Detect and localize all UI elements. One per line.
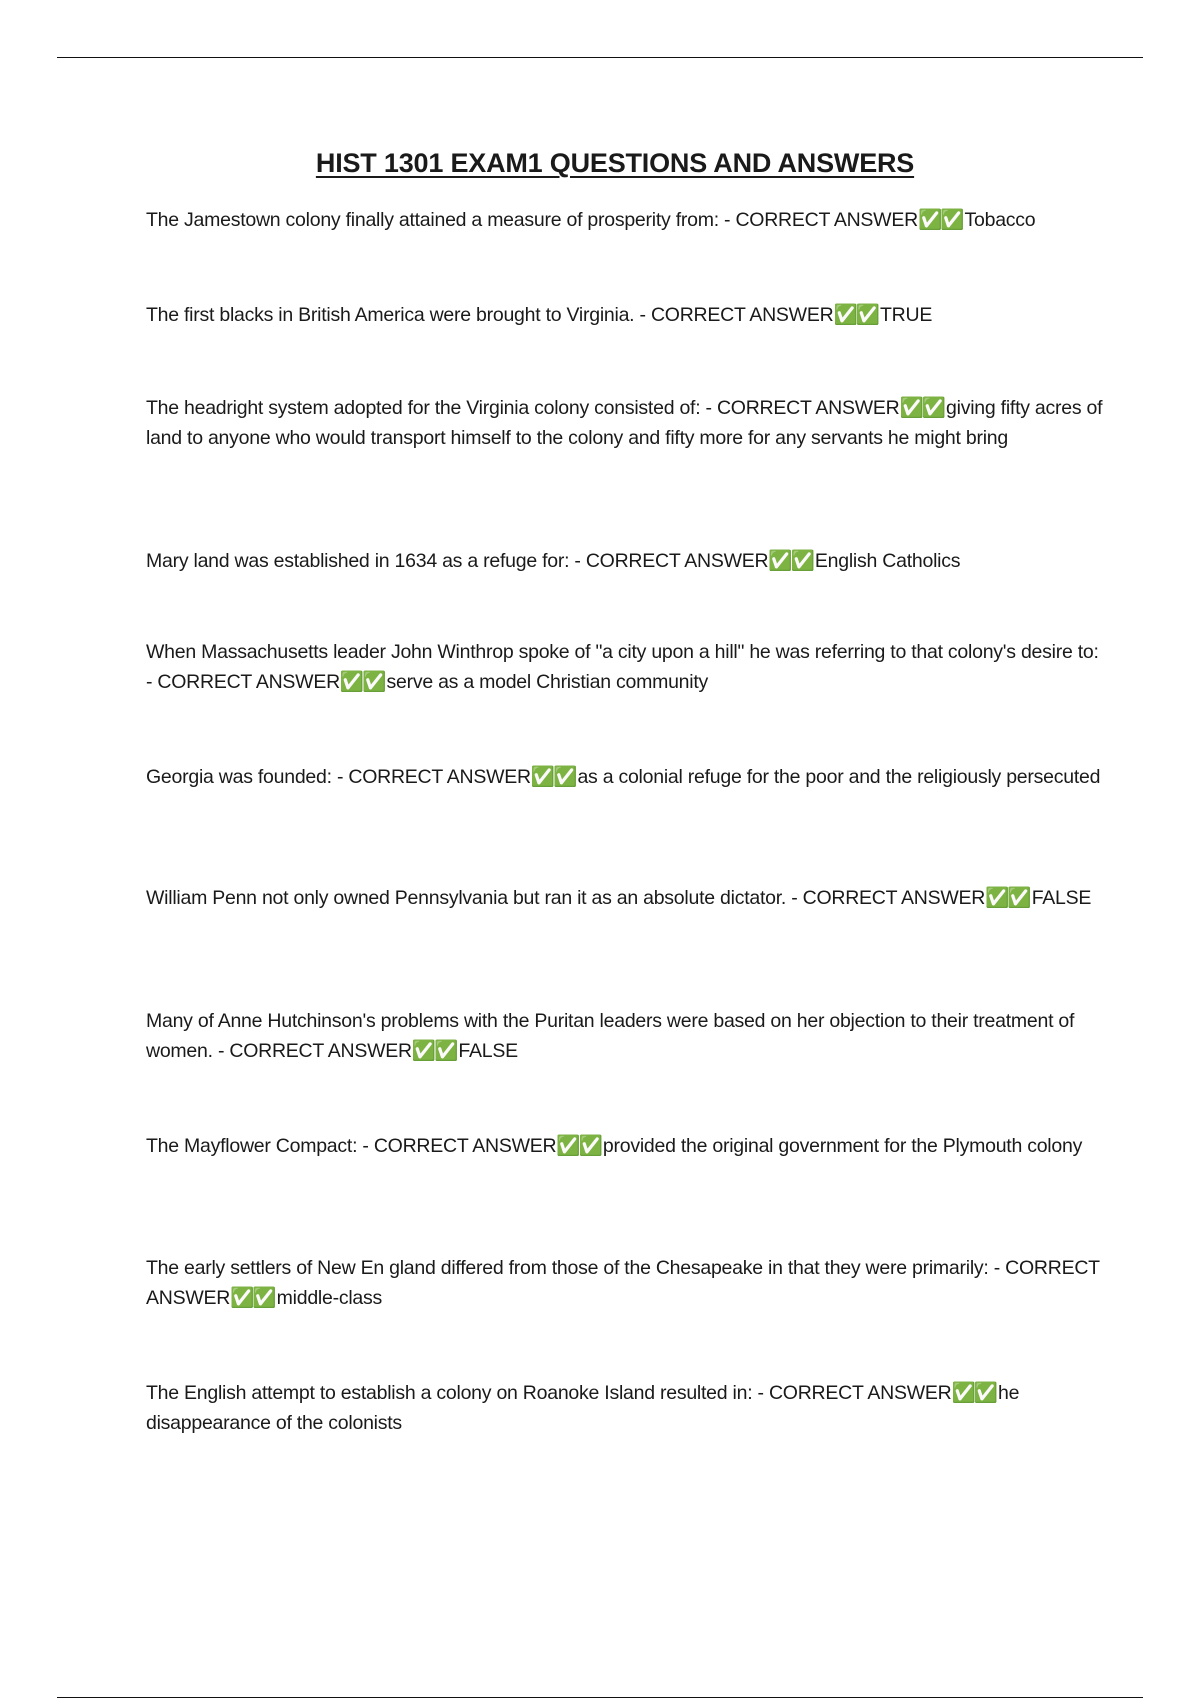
qa-item-7 <box>146 883 1106 913</box>
double-check-icon: ✅✅ <box>899 397 945 419</box>
answer-marker: CORRECT ANSWER <box>229 1040 412 1062</box>
answer-marker: CORRECT ANSWER <box>348 766 531 788</box>
qa-item-1 <box>146 205 1106 235</box>
answer-text: English Catholics <box>814 550 961 572</box>
question-text: The Jamestown colony finally attained a measure of prosperity from: - <box>146 209 736 231</box>
answer-text: as a colonial refuge for the poor and the religiously persecuted <box>577 766 1101 788</box>
qa-item-11 <box>146 1378 1106 1438</box>
answer-text: provided the original government for the Plymouth colony <box>602 1135 1083 1157</box>
answer-text: FALSE <box>458 1040 518 1062</box>
qa-item-5 <box>146 637 1106 697</box>
question-text: Georgia was founded: - <box>146 766 349 788</box>
double-check-icon: ✅✅ <box>530 766 576 788</box>
double-check-icon: ✅✅ <box>951 1382 997 1404</box>
answer-marker: CORRECT ANSWER <box>735 209 918 231</box>
qa-item-2 <box>146 300 1106 330</box>
answer-text: serve as a model Christian community <box>386 671 709 693</box>
answer-marker: CORRECT ANSWER <box>585 550 769 572</box>
top-rule <box>57 57 1143 58</box>
bottom-rule <box>57 1697 1143 1698</box>
double-check-icon: ✅✅ <box>985 887 1030 909</box>
double-check-icon: ✅✅ <box>411 1040 457 1062</box>
question-text: The headright system adopted for the Virginia colony consisted of: - <box>146 397 717 419</box>
answer-text: giving fifty acres of land to anyone who would transport himself to the colony and fifty more for any servants he might bring <box>146 397 1103 449</box>
answer-text: Tobacco <box>964 209 1036 231</box>
answer-text: TRUE <box>880 304 933 326</box>
answer-marker: CORRECT ANSWER <box>650 304 834 326</box>
qa-item-4 <box>146 546 1106 576</box>
question-text: The English attempt to establish a colony on Roanoke Island resulted in: - <box>146 1382 769 1404</box>
qa-item-9 <box>146 1131 1106 1161</box>
question-text: When Massachusetts leader John Winthrop spoke of "a city upon a hill" he was referring to that colony's desire to: - <box>146 641 1099 693</box>
question-text: The Mayflower Compact: - <box>146 1135 374 1157</box>
answer-marker: CORRECT ANSWER <box>146 1257 1100 1309</box>
qa-item-3 <box>146 393 1106 453</box>
answer-text: middle-class <box>276 1287 383 1309</box>
double-check-icon: ✅✅ <box>833 304 878 326</box>
answer-marker: CORRECT ANSWER <box>716 397 900 419</box>
answer-marker: CORRECT ANSWER <box>157 671 340 693</box>
question-text: The early settlers of New En gland differed from those of the Chesapeake in that they were primarily: - <box>146 1257 1006 1279</box>
page-title: HIST 1301 EXAM1 QUESTIONS AND ANSWERS <box>315 148 915 178</box>
question-text: Many of Anne Hutchinson's problems with the Puritan leaders were based on her objection to their treatment of women. - <box>146 1010 1075 1062</box>
answer-marker: CORRECT ANSWER <box>373 1135 557 1157</box>
double-check-icon: ✅✅ <box>556 1135 601 1157</box>
double-check-icon: ✅✅ <box>917 209 963 231</box>
qa-item-10 <box>146 1253 1106 1313</box>
qa-item-6 <box>146 762 1106 792</box>
answer-marker: CORRECT ANSWER <box>768 1382 952 1404</box>
answer-text: he disappearance of the colonists <box>146 1382 1020 1434</box>
question-text: Mary land was established in 1634 as a refuge for: - <box>146 550 586 572</box>
question-text: William Penn not only owned Pennsylvania but ran it as an absolute dictator. - <box>146 887 803 909</box>
answer-text: FALSE <box>1031 887 1092 909</box>
question-text: The first blacks in British America were brought to Virginia. - <box>146 304 651 326</box>
qa-item-8 <box>146 1006 1106 1066</box>
double-check-icon: ✅✅ <box>339 671 385 693</box>
double-check-icon: ✅✅ <box>230 1287 275 1309</box>
double-check-icon: ✅✅ <box>768 550 813 572</box>
answer-marker: CORRECT ANSWER <box>802 887 986 909</box>
